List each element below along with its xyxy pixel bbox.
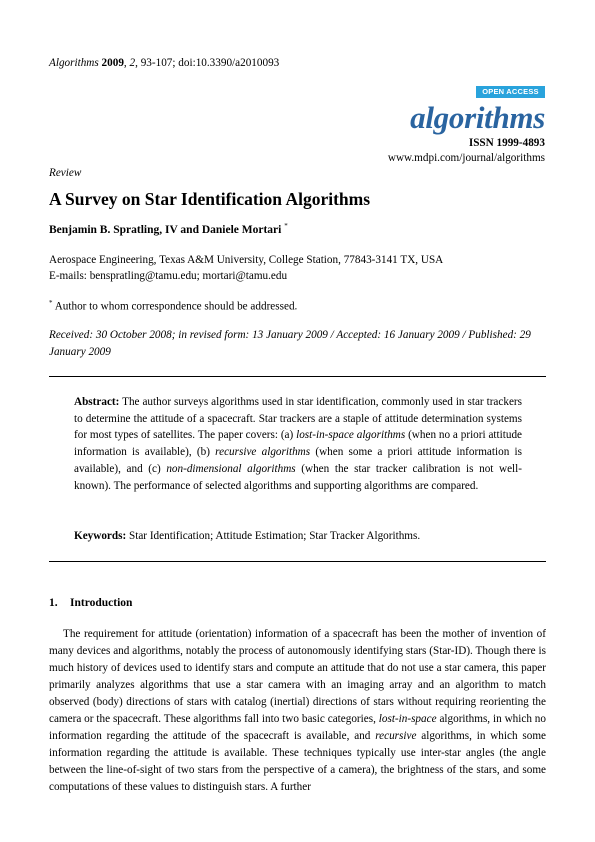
- correspondence-mark: *: [49, 299, 53, 307]
- section-number: 1.: [49, 597, 58, 609]
- section-title: Introduction: [70, 597, 133, 609]
- author-list: [49, 222, 288, 236]
- abstract-text-2: (when no a priori attitude information is available), (b): [74, 429, 523, 459]
- abstract-text-4: (when the star tracker calibration is not well-known). The performance of selected algorithms and supporting algorithms are compared.: [74, 462, 522, 492]
- open-access-badge: OPEN ACCESS: [476, 86, 545, 98]
- journal-url[interactable]: www.mdpi.com/journal/algorithms: [387, 152, 545, 164]
- intro-text-2: algorithms, in which no information regarding the attitude of the spacecraft is available, and: [49, 713, 546, 742]
- abstract-bottom-rule: [49, 561, 546, 562]
- journal-logo: algorithms: [410, 100, 545, 135]
- author-emails: E-mails: benspratling@tamu.edu; mortari@tamu.edu: [49, 270, 288, 282]
- authors-text: Benjamin B. Spratling, IV and Daniele Mortari: [49, 223, 282, 236]
- intro-text-3: algorithms, in which some information regarding the attitude is available. These techniques typically use inter-star angles (the angle between the line-of-sight of two stars from the perspective of a camera), the brightness of the stars, and some computations of these values to distinguish stars. A further: [49, 730, 547, 793]
- correspondence-note: [49, 299, 297, 313]
- journal-volume: 2: [129, 57, 136, 69]
- introduction-paragraph: [49, 626, 546, 796]
- journal-citation: Algorithms 2009, 2, 93-107; doi:10.3390/a2010093: [49, 57, 280, 69]
- article-type: Review: [49, 167, 82, 179]
- journal-name: Algorithms: [49, 57, 99, 69]
- intro-emph-2: recursive: [375, 730, 417, 742]
- abstract-top-rule: [49, 376, 546, 377]
- journal-pages-doi: , 93-107; doi:10.3390/a2010093: [135, 57, 280, 69]
- abstract-label: Abstract:: [74, 396, 120, 408]
- affiliation-block: [49, 252, 443, 284]
- keywords: [74, 530, 522, 542]
- abstract: [74, 394, 522, 494]
- abstract-emph-3: non-dimensional algorithms: [166, 462, 296, 475]
- intro-text-1: The requirement for attitude (orientation) information of a spacecraft has been the mother of invention of many devices and algorithms, notably the process of autonomously identifying stars (Star-ID). Though there is much history of devices used to identify stars and compute an attitude that do not use a star camera, this paper primarily analyzes algorithms that use a star camera with an imaging array and an algorithm to match observed (body) directions of stars with catalog (inertial) directions of stars without requiring reorienting the camera or the spacecraft. These algorithms fall into two basic categories,: [49, 628, 546, 725]
- publication-dates: Received: 30 October 2008; in revised form: 13 January 2009 / Accepted: 16 January 2009 / Published: 29 January 2009: [49, 329, 531, 358]
- corresponding-author-mark: *: [284, 222, 288, 230]
- issn: ISSN 1999-4893: [468, 137, 545, 149]
- abstract-text-1: The author surveys algorithms used in star identification, commonly used in star trackers to determine the attitude of a spacecraft. Star trackers are a staple of attitude determination systems for most types of satellites. The paper covers: (a): [74, 396, 522, 442]
- abstract-text-3: (when some a priori attitude information is available), and (c): [74, 446, 522, 475]
- abstract-emph-1: lost-in-space algorithms: [296, 429, 406, 442]
- journal-year: 2009: [101, 57, 124, 69]
- keywords-text: Star Identification; Attitude Estimation; Star Tracker Algorithms.: [126, 530, 421, 542]
- correspondence-text: Author to whom correspondence should be addressed.: [54, 300, 298, 313]
- abstract-emph-2: recursive algorithms: [215, 446, 311, 459]
- keywords-label: Keywords:: [74, 530, 127, 542]
- affiliation: Aerospace Engineering, Texas A&M University, College Station, 77843-3141 TX, USA: [49, 254, 444, 266]
- intro-emph-1: lost-in-space: [378, 713, 437, 725]
- paper-title: A Survey on Star Identification Algorithms: [49, 189, 371, 209]
- section-heading: [49, 597, 132, 609]
